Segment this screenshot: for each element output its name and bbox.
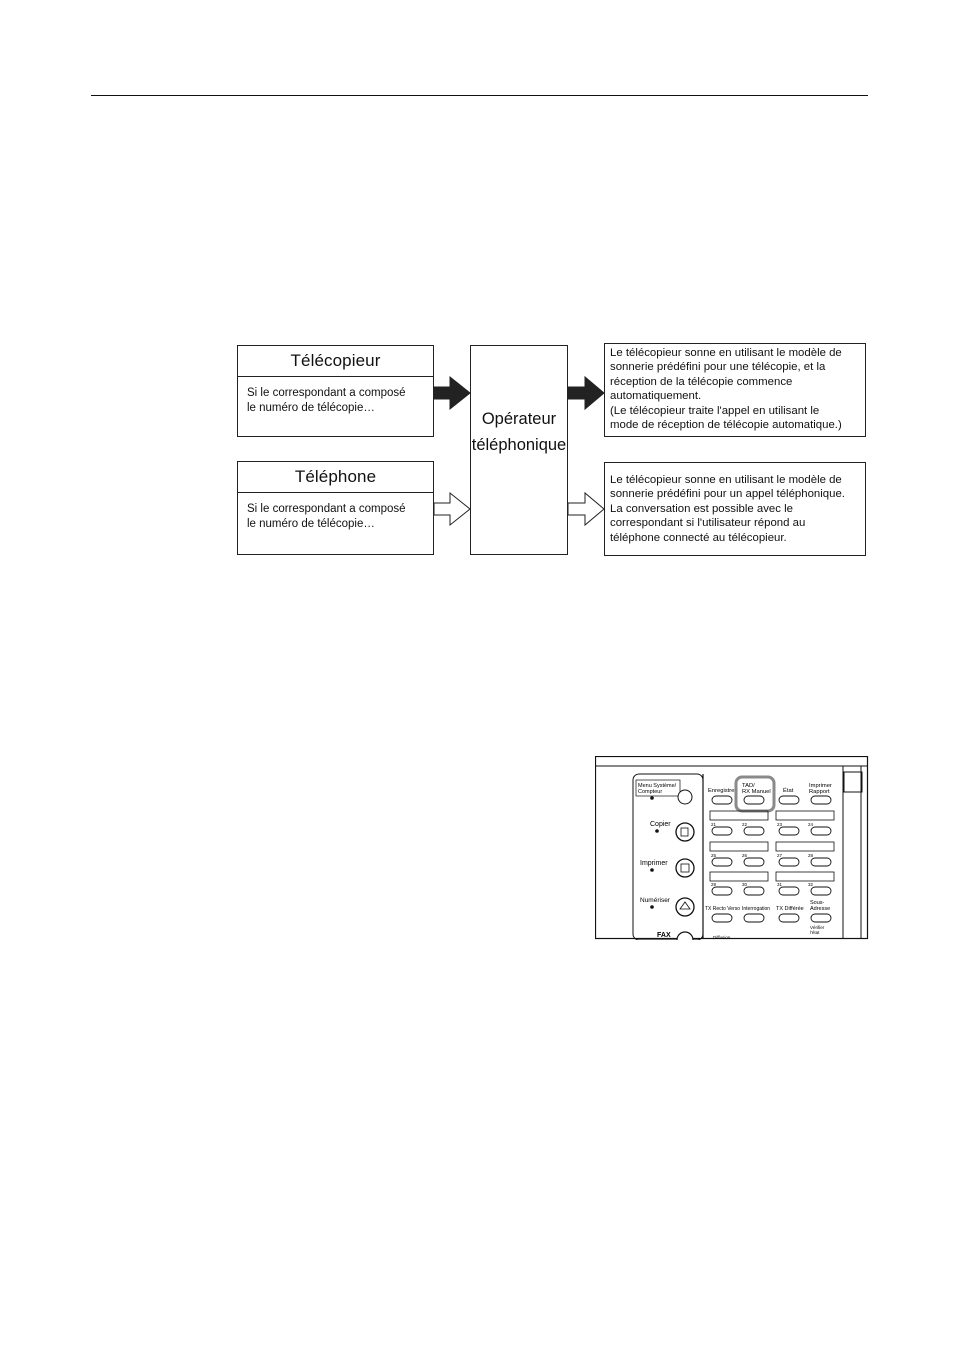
phone-result-line-4: correspondant si l'utilisateur répond au <box>610 517 806 530</box>
phone-arrow-1 <box>434 493 470 525</box>
key-number-23: 23 <box>777 822 783 827</box>
delayed-tx-button[interactable] <box>779 914 799 922</box>
polling-button[interactable] <box>744 914 764 922</box>
fax-source-line-1: Si le correspondant a composé <box>247 387 406 399</box>
one-touch-24[interactable] <box>811 827 831 835</box>
fax-result-line-1: Le télécopieur sonne en utilisant le modèle de <box>610 347 842 359</box>
duplex-tx-label: TX Recto Verso <box>705 906 741 912</box>
one-touch-26[interactable] <box>744 858 764 866</box>
lock-label-2: l'état <box>810 930 820 935</box>
key-number-28: 28 <box>808 853 814 858</box>
fax-label: FAX <box>657 932 671 939</box>
phone-source-title: Téléphone <box>238 462 433 493</box>
status-button[interactable] <box>779 796 799 804</box>
polling-label: Interrogation <box>742 906 771 912</box>
key-number-24: 24 <box>808 822 814 827</box>
register-label: Enregistrer <box>708 788 737 794</box>
sub-address-button[interactable] <box>811 914 831 922</box>
fax-result-box <box>604 343 866 437</box>
one-touch-23[interactable] <box>779 827 799 835</box>
fax-result-line-3: réception de la télécopie commence <box>610 375 793 388</box>
sub-address-label-2: Adresse <box>810 906 831 912</box>
duplex-tx-button[interactable] <box>712 914 732 922</box>
print-report-button[interactable] <box>811 796 831 804</box>
key-number-29: 29 <box>711 882 717 887</box>
scan-button[interactable] <box>676 898 694 916</box>
system-menu-label-2: Compteur <box>638 789 663 795</box>
key-number-26: 26 <box>742 853 748 858</box>
one-touch-32[interactable] <box>811 887 831 895</box>
register-button[interactable] <box>712 796 732 804</box>
fax-source-line-2: le numéro de télécopie… <box>247 402 375 414</box>
fax-result-text <box>605 344 865 432</box>
phone-result-line-3: La conversation est possible avec le <box>610 502 793 515</box>
fax-source-text <box>238 377 433 416</box>
print-report-label-1: Imprimer <box>809 783 832 789</box>
lock-label-1: Vérifier <box>810 925 825 930</box>
sub-address-label-1: Sous- <box>810 900 825 906</box>
phone-result-box <box>604 462 866 556</box>
phone-result-text <box>605 463 865 545</box>
status-label: État <box>783 788 794 794</box>
phone-source-line-2: le numéro de télécopie… <box>247 518 375 530</box>
fax-result-line-2: sonnerie prédéfini pour une télécopie, et la <box>610 361 826 374</box>
print-label: Imprimer <box>640 860 668 867</box>
copy-label: Copier <box>650 821 671 828</box>
scan-label: Numériser <box>640 897 670 904</box>
one-touch-31[interactable] <box>779 887 799 895</box>
system-menu-button[interactable] <box>678 790 692 804</box>
operator-line-1: Opérateur <box>481 410 557 428</box>
print-report-label-2: Rapport <box>809 789 830 795</box>
one-touch-22[interactable] <box>744 827 764 835</box>
key-number-25: 25 <box>711 853 717 858</box>
key-number-22: 22 <box>742 822 748 827</box>
operator-box <box>470 345 568 555</box>
partial-label: Diffusion <box>713 935 731 940</box>
fax-source-box <box>237 345 434 437</box>
key-number-21: 21 <box>711 822 717 827</box>
copy-button[interactable] <box>676 823 694 841</box>
phone-result-line-1: Le télécopieur sonne en utilisant le modèle de <box>610 474 842 486</box>
system-menu-label-1: Menu Système/ <box>638 783 677 789</box>
print-button[interactable] <box>676 859 694 877</box>
phone-arrow-2 <box>568 493 604 525</box>
key-number-31: 31 <box>777 882 783 887</box>
one-touch-27[interactable] <box>779 858 799 866</box>
control-panel-illustration <box>595 756 869 940</box>
phone-source-text <box>238 493 433 532</box>
operator-label <box>471 406 567 458</box>
one-touch-29[interactable] <box>712 887 732 895</box>
phone-source-box <box>237 461 434 555</box>
one-touch-21[interactable] <box>712 827 732 835</box>
manual-label-2: RX Manuel <box>742 789 771 795</box>
phone-result-line-2: sonnerie prédéfini pour un appel téléphonique. <box>610 488 845 501</box>
key-number-27: 27 <box>777 853 783 858</box>
key-number-30: 30 <box>742 882 748 887</box>
key-number-32: 32 <box>808 882 814 887</box>
one-touch-25[interactable] <box>712 858 732 866</box>
phone-source-line-1: Si le correspondant a composé <box>247 503 406 515</box>
manual-label-1: TAD/ <box>742 783 755 789</box>
phone-result-line-5: téléphone connecté au télécopieur. <box>610 531 787 544</box>
manual-rx-button[interactable] <box>744 796 764 804</box>
operator-line-2: téléphonique <box>471 436 567 454</box>
fax-result-line-6: mode de réception de télécopie automatique.) <box>610 419 842 432</box>
fax-result-line-4: automatiquement. <box>610 390 702 403</box>
fax-arrow-1 <box>434 377 470 409</box>
delayed-tx-label: TX Différée <box>776 906 804 912</box>
header-rule <box>91 95 868 96</box>
fax-result-line-5: (Le télécopieur traite l'appel en utilisant le <box>610 404 820 417</box>
fax-arrow-2 <box>568 377 604 409</box>
fax-source-title: Télécopieur <box>238 346 433 377</box>
one-touch-30[interactable] <box>744 887 764 895</box>
one-touch-28[interactable] <box>811 858 831 866</box>
